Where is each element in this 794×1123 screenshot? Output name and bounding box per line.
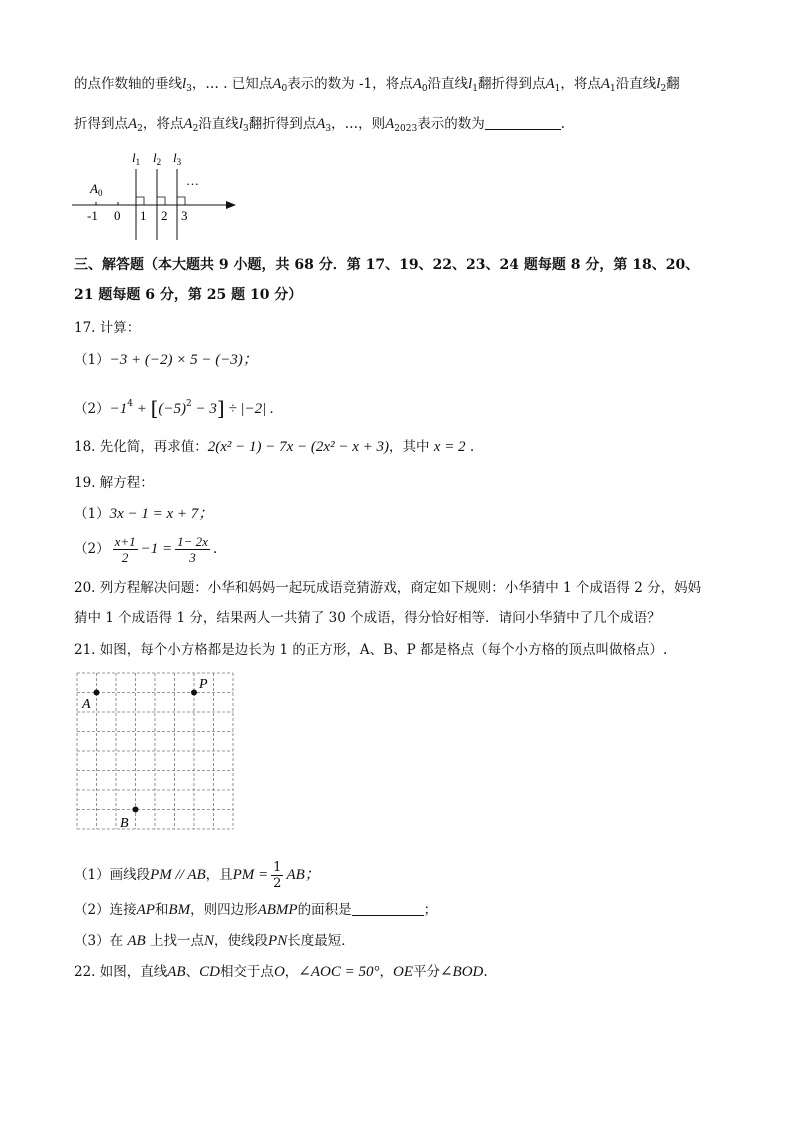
answer-blank-q16[interactable] <box>485 115 561 130</box>
label-p: P <box>199 677 208 692</box>
label-l1: $l_1$ <box>132 150 141 167</box>
label-a: A <box>82 697 91 712</box>
q16-line-1: 的点作数轴的垂线$l_3$，… . 已知点$A_0$表示的数为 -1，将点$A_0$沿直线$l_1$翻折得到点$A_1$，将点$A_1$沿直线$l_2$翻 <box>74 76 680 94</box>
ellipsis-label: … <box>186 173 199 188</box>
q22-line: 22. 如图，直线AB、CD相交于点O，∠AOC = 50°，OE平分∠BOD. <box>74 964 488 980</box>
label-l2: $l_2$ <box>153 150 162 167</box>
tick-label-1: 1 <box>140 208 147 223</box>
q16-line-2: 折得到点$A_2$，将点$A_2$沿直线$l_3$翻折得到点$A_3$，…，则$A_{2023}$表示的数为 . <box>74 116 565 134</box>
q17-title: 17. 计算： <box>74 320 141 336</box>
point-p <box>191 690 197 696</box>
label-a0: $A_0$ <box>90 181 103 198</box>
q17-part-2: $(2)-1^4 + [(-5)^2 - 3] \div |-2|$ . <box>74 396 274 420</box>
q17-part-1: （1）−3 + (−2) × 5 − (−3)； <box>74 352 258 368</box>
tick-label-2: 2 <box>161 208 168 223</box>
q21-part-3: （3）在 AB 上找一点N，使线段PN长度最短． <box>74 933 355 949</box>
q18-line: 18. 先化简，再求值：2(x² − 1) − 7x − (2x² − x + 3)，其中 x = 2 . <box>74 439 475 455</box>
answer-blank-q21[interactable] <box>352 901 424 916</box>
q21-line: 21. 如图，每个小方格都是边长为 1 的正方形，A、B、P 都是格点（每个小方格的顶点叫做格点）. <box>74 642 668 658</box>
point-a <box>94 690 100 696</box>
q21-part-1: （1）画线段PM // AB，且PM = $\frac{1}{2}$ AB； <box>74 860 320 891</box>
number-line-figure <box>70 145 250 245</box>
q20-line-2: 猜中 1 个成语得 1 分，结果两人一共猜了 30 个成语，得分恰好相等．请问小华猜中了几个成语？ <box>74 610 661 626</box>
grid-figure <box>74 670 239 835</box>
tick-label-3: 3 <box>181 208 188 223</box>
section-3-heading-line-1: 三、解答题（本大题共 9 小题，共 68 分．第 17、19、22、23、24 题每题 8 分，第 18、20、 <box>74 257 700 273</box>
point-b <box>133 807 139 813</box>
section-3-heading-line-2: 21 题每题 6 分，第 25 题 10 分） <box>74 287 303 303</box>
label-b: B <box>120 816 129 831</box>
q20-line-1: 20. 列方程解决问题：小华和妈妈一起玩成语竞猜游戏，商定如下规则：小华猜中 1 个成语得 2 分，妈妈 <box>74 580 702 596</box>
q19-title: 19. 解方程： <box>74 475 154 491</box>
tick-label-0: 0 <box>114 208 121 223</box>
q19-part-2: （2） $\frac{x+1}{2}$ −1 = $\frac{1- 2x}{3}$ . <box>74 534 218 565</box>
tick-label-minus1: -1 <box>87 208 98 223</box>
q21-part-2: （2）连接AP和BM，则四边形ABMP的面积是 ； <box>74 902 438 918</box>
label-l3: $l_3$ <box>173 150 182 167</box>
q19-part-1: （1）3x − 1 = x + 7； <box>74 506 214 522</box>
